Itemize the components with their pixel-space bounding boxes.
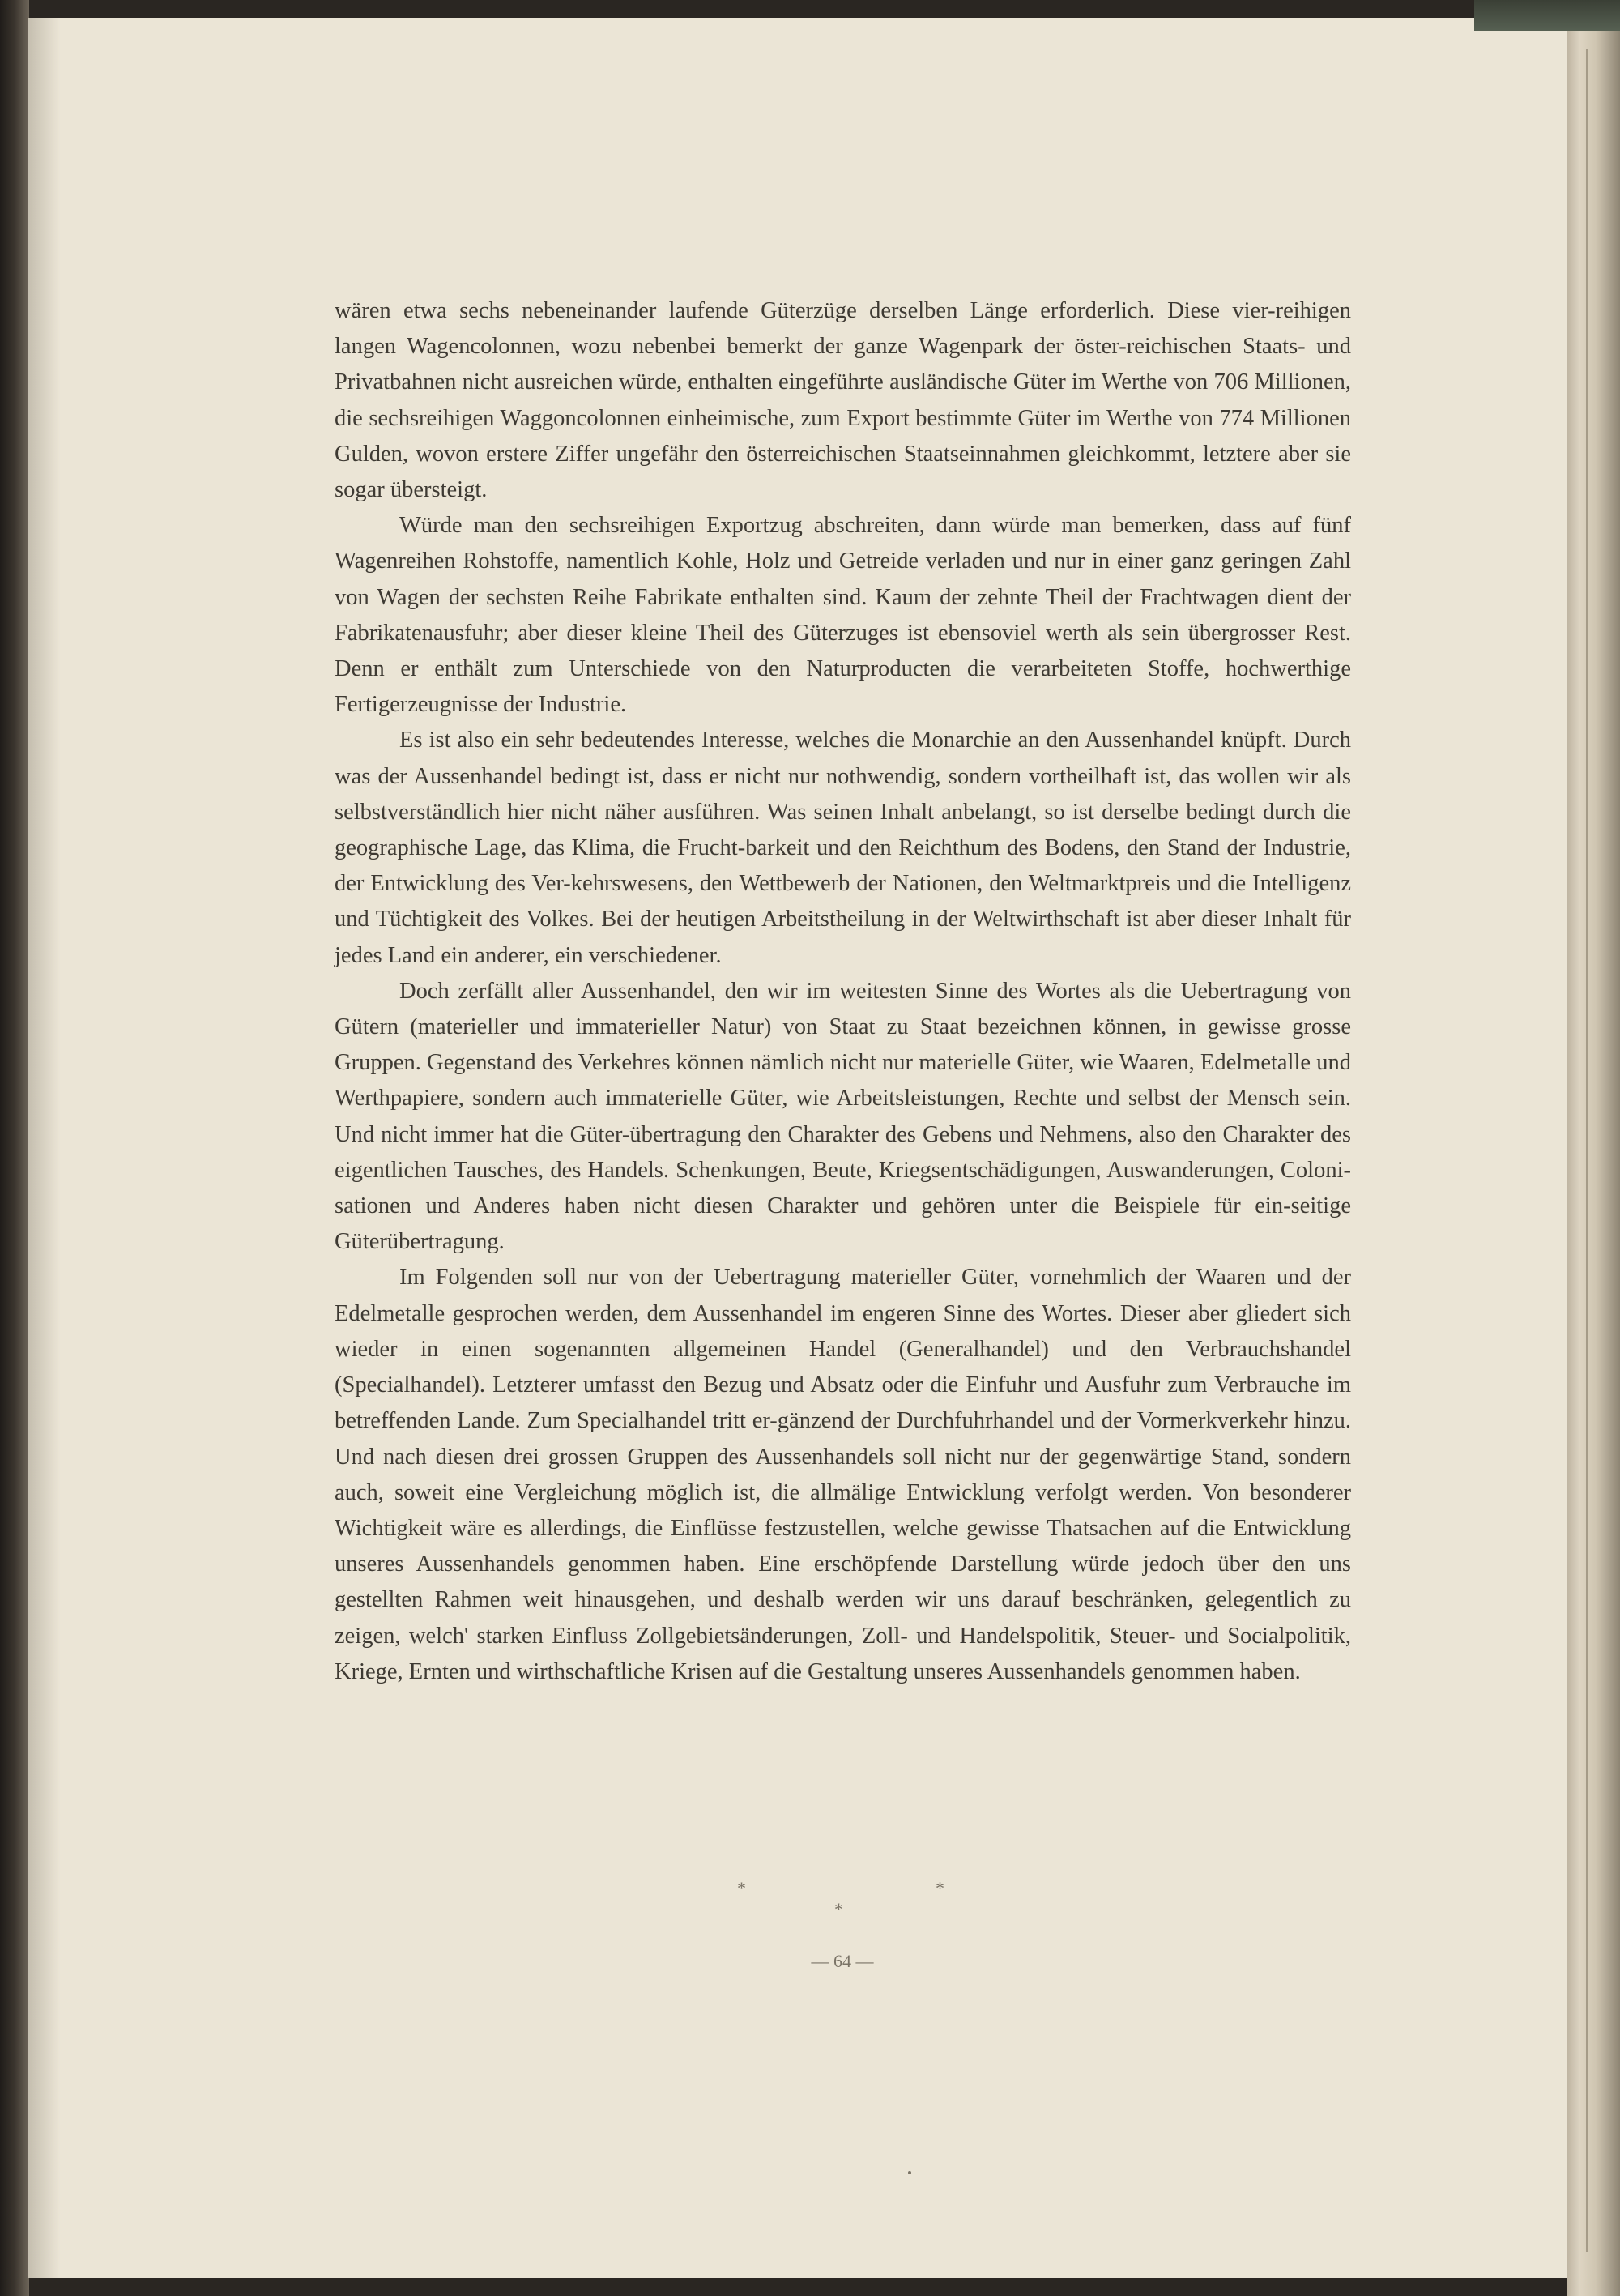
book-edge-right — [1567, 0, 1620, 2296]
book-cover-corner — [1474, 0, 1620, 31]
separator-star-left: * — [737, 1878, 746, 1898]
paragraph-1: wären etwa sechs nebeneinander laufende Güterzüge derselben Länge erforderlich. Diese vier-reihigen langen Wagencolonnen, wozu nebenbei bemerkt der ganze Wagenpark der öster-reichischen Staats- und Privatbahnen nicht ausreichen würde, enthalten eingeführte ausländische Güter im Werthe von 706 Millionen, die sechsreihigen Waggoncolonnen einheimische, zum Export bestimmte Güter im Werthe von 774 Millionen Gulden, wovon erstere Ziffer ungefähr den österreichischen Staatseinnahmen gleichkommt, letztere aber sie sogar übersteigt. — [335, 298, 1351, 503]
paragraph-4: Doch zerfällt aller Aussenhandel, den wir im weitesten Sinne des Wortes als die Uebertragung von Gütern (materieller und immaterieller Natur) von Staat zu Staat bezeichnen können, in gewisse grosse Gruppen. Gegenstand des Verkehres können nämlich nicht nur materielle Güter, wie Waaren, Edelmetalle und Werthpapiere, sondern auch immaterielle Güter, wie Arbeitsleistungen, Rechte und selbst der Mensch sein. Und nicht immer hat die Güter-übertragung den Charakter des Gebens und Nehmens, also den Charakter des eigentlichen Tausches, des Handels. Schenkungen, Beute, Kriegsentschädigungen, Auswanderungen, Coloni-sationen und Anderes haben nicht diesen Charakter und gehören unter die Beispiele für ein-seitige Güterübertragung. — [335, 978, 1351, 1255]
section-separator — [713, 1878, 1053, 1927]
body-text — [335, 293, 1351, 1690]
page-number: — 64 — — [811, 1951, 874, 1971]
book-edge-left — [0, 0, 29, 2296]
page-stack-line — [1586, 49, 1588, 2252]
paragraph-2: Würde man den sechsreihigen Exportzug abschreiten, dann würde man bemerken, dass auf fünf Wagenreihen Rohstoffe, namentlich Kohle, Holz und Getreide verladen und nur in einer ganz geringen Zahl von Wagen der sechsten Reihe Fabrikate enthalten sind. Kaum der zehnte Theil der Frachtwagen dient der Fabrikatenausfuhr; aber dieser kleine Theil des Güterzuges ist ebensoviel werth als sein übergrosser Rest. Denn er enthält zum Unterschiede von den Naturproducten die verarbeiteten Stoffe, hochwerthige Fertigerzeugnisse der Industrie. — [335, 513, 1351, 718]
paragraph-3: Es ist also ein sehr bedeutendes Interesse, welches die Monarchie an den Aussenhandel knüpft. Durch was der Aussenhandel bedingt ist, dass er nicht nur nothwendig, sondern vortheilhaft ist, das wollen wir als selbstverständlich hier nicht näher ausführen. Was seinen Inhalt anbelangt, so ist derselbe bedingt durch die geographische Lage, das Klima, die Frucht-barkeit und den Reichthum des Bodens, den Stand der Industrie, der Entwicklung des Ver-kehrswesens, den Wettbewerb der Nationen, den Weltmarktpreis und die Intelligenz und Tüchtigkeit des Volkes. Bei der heutigen Arbeitstheilung in der Weltwirthschaft ist aber dieser Inhalt für jedes Land ein anderer, ein verschiedener. — [335, 728, 1351, 968]
paragraph-5: Im Folgenden soll nur von der Uebertragung materieller Güter, vornehmlich der Waaren und der Edelmetalle gesprochen werden, dem Aussenhandel im engeren Sinne des Wortes. Dieser aber gliedert sich wieder in einen sogenannten allgemeinen Handel (Generalhandel) und den Verbrauchshandel (Specialhandel). Letzterer umfasst den Bezug und Absatz oder die Einfuhr und Ausfuhr zum Verbrauche im betreffenden Lande. Zum Specialhandel tritt er-gänzend der Durchfuhrhandel und der Vormerkverkehr hinzu. Und nach diesen drei grossen Gruppen des Aussenhandels soll nicht nur der gegenwärtige Stand, sondern auch, soweit eine Vergleichung möglich ist, die allmälige Entwicklung verfolgt werden. Von besonderer Wichtigkeit wäre es allerdings, die Einflüsse festzustellen, welche gewisse Thatsachen auf die Entwicklung unseres Aussenhandels genommen haben. Eine erschöpfende Darstellung würde jedoch über den uns gestellten Rahmen weit hinausgehen, und deshalb werden wir uns darauf beschränken, gelegentlich zu zeigen, welch' starken Einfluss Zollgebietsänderungen, Zoll- und Handelspolitik, Steuer- und Socialpolitik, Kriege, Ernten und wirthschaftliche Krisen auf die Gestaltung unseres Aussenhandels genommen haben. — [335, 1265, 1351, 1684]
paper-speck — [908, 2171, 911, 2174]
separator-star-bottom: * — [834, 1899, 843, 1919]
separator-star-right: * — [936, 1878, 944, 1898]
